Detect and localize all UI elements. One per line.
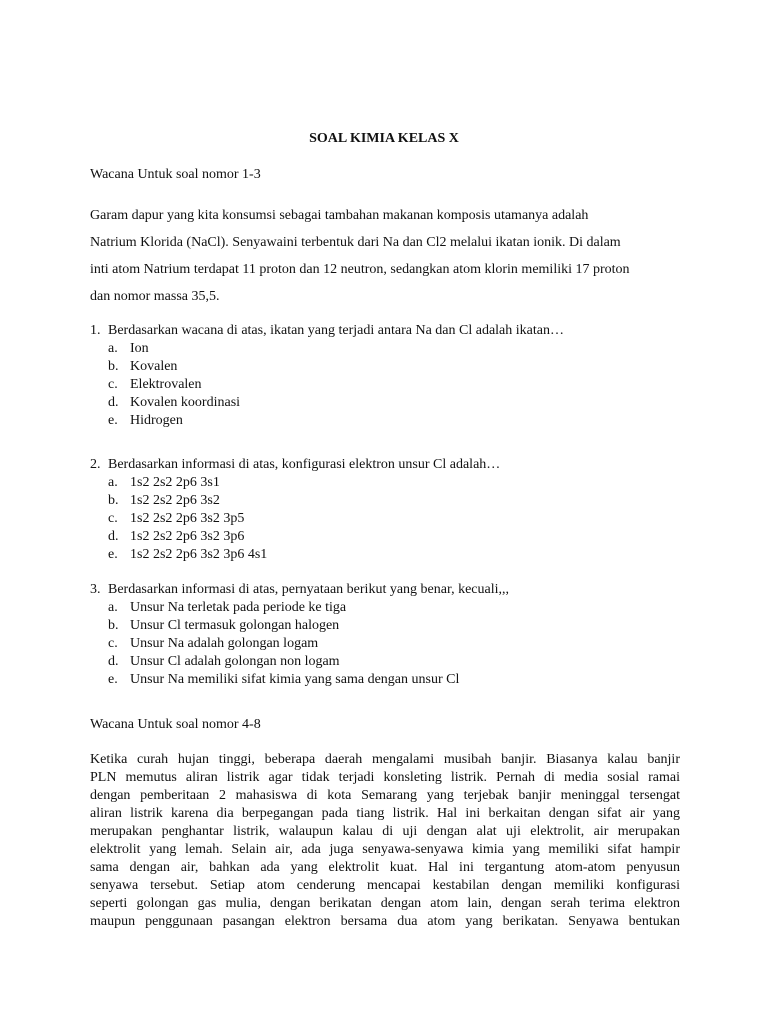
paragraph-line: dengan pemberitaan 2 mahasiswa di kota Semarang yang terjebak banjir meninggal tersengat <box>90 788 680 803</box>
option-b <box>90 617 690 635</box>
option-a <box>90 340 690 358</box>
question-2 <box>90 456 690 564</box>
paragraph-line: inti atom Natrium terdapat 11 proton dan 12 neutron, sedangkan atom klorin memiliki 17 proton <box>90 262 630 277</box>
option-letter: b. <box>108 493 119 508</box>
wacana-1-heading: Wacana Untuk soal nomor 1-3 <box>90 167 261 182</box>
option-letter: a. <box>108 600 118 615</box>
option-text: Unsur Cl adalah golongan non logam <box>130 654 340 669</box>
option-text: 1s2 2s2 2p6 3s2 3p5 <box>130 511 245 526</box>
option-list <box>90 599 690 689</box>
option-text: Unsur Na adalah golongan logam <box>130 636 319 651</box>
paragraph-line: senyawa tersebut. Setiap atom cenderung mencapai kestabilan dengan memiliki konfigurasi <box>90 878 680 893</box>
wacana-2-paragraph <box>90 751 680 931</box>
question-text: Berdasarkan informasi di atas, pernyataan berikut yang benar, kecuali,,, <box>108 582 510 597</box>
question-stem <box>90 322 690 340</box>
option-letter: b. <box>108 618 119 633</box>
paragraph-line: Ketika curah hujan tinggi, beberapa daerah mengalami musibah banjir. Biasanya kalau banjir <box>90 752 680 767</box>
option-text: 1s2 2s2 2p6 3s2 3p6 4s1 <box>130 547 268 562</box>
option-text: Kovalen koordinasi <box>130 395 241 410</box>
page-title: SOAL KIMIA KELAS X <box>309 131 459 146</box>
option-letter: d. <box>108 529 119 544</box>
paragraph-line: Natrium Klorida (NaCl). Senyawaini terbentuk dari Na dan Cl2 melalui ikatan ionik. Di dalam <box>90 235 621 250</box>
option-d <box>90 528 690 546</box>
option-text: Unsur Na memiliki sifat kimia yang sama dengan unsur Cl <box>130 672 460 687</box>
paragraph-line: dan nomor massa 35,5. <box>90 289 220 304</box>
option-letter: e. <box>108 413 118 428</box>
wacana-1-paragraph <box>90 202 690 310</box>
option-text: Ion <box>130 341 149 356</box>
option-letter: a. <box>108 341 118 356</box>
option-a <box>90 474 690 492</box>
option-b <box>90 492 690 510</box>
option-text: Hidrogen <box>130 413 183 428</box>
option-text: Unsur Na terletak pada periode ke tiga <box>130 600 347 615</box>
question-1 <box>90 322 690 430</box>
option-list <box>90 340 690 430</box>
option-letter: e. <box>108 547 118 562</box>
question-number: 1. <box>90 323 101 338</box>
option-letter: d. <box>108 654 119 669</box>
paragraph-line: elektrolit yang lemah. Selain air, ada juga senyawa-senyawa kimia yang memiliki sifat hampir <box>90 842 680 857</box>
option-a <box>90 599 690 617</box>
option-c <box>90 376 690 394</box>
paragraph-line: Garam dapur yang kita konsumsi sebagai tambahan makanan komposis utamanya adalah <box>90 208 589 223</box>
question-text: Berdasarkan wacana di atas, ikatan yang terjadi antara Na dan Cl adalah ikatan… <box>108 323 564 338</box>
option-letter: c. <box>108 511 118 526</box>
question-number: 3. <box>90 582 101 597</box>
option-d <box>90 394 690 412</box>
option-text: 1s2 2s2 2p6 3s1 <box>130 475 220 490</box>
paragraph-line: PLN memutus aliran listrik agar tidak terjadi konsleting listrik. Pernah di media sosial ramai <box>90 770 680 785</box>
option-b <box>90 358 690 376</box>
paragraph-line: seperti golongan gas mulia, dengan berikatan dengan atom lain, dengan serah terima elektron <box>90 896 680 911</box>
option-c <box>90 635 690 653</box>
option-text: 1s2 2s2 2p6 3s2 <box>130 493 220 508</box>
wacana-2-heading: Wacana Untuk soal nomor 4-8 <box>90 717 261 732</box>
option-letter: c. <box>108 377 118 392</box>
question-3 <box>90 581 690 689</box>
option-text: Kovalen <box>130 359 178 374</box>
paragraph-line: maupun penggunaan pasangan elektron bersama dua atom yang berikatan. Senyawa bentukan <box>90 914 680 929</box>
option-text: 1s2 2s2 2p6 3s2 3p6 <box>130 529 245 544</box>
option-text: Elektrovalen <box>130 377 202 392</box>
option-letter: c. <box>108 636 118 651</box>
question-text: Berdasarkan informasi di atas, konfigurasi elektron unsur Cl adalah… <box>108 457 501 472</box>
paragraph-line: sama dengan air, bahkan ada yang elektrolit kuat. Hal ini tergantung atom-atom penyusun <box>90 860 680 875</box>
paragraph-line: aliran listrik karena dia berpegangan pada tiang listrik. Hal ini berkaitan dengan sifat air yang <box>90 806 680 821</box>
option-list <box>90 474 690 564</box>
option-e <box>90 546 690 564</box>
option-letter: d. <box>108 395 119 410</box>
option-letter: e. <box>108 672 118 687</box>
option-letter: b. <box>108 359 119 374</box>
paragraph-line: merupakan penghantar listrik, walaupun kalau di uji dengan alat uji elektrolit, air merupakan <box>90 824 680 839</box>
question-stem <box>90 581 690 599</box>
option-c <box>90 510 690 528</box>
option-letter: a. <box>108 475 118 490</box>
option-text: Unsur Cl termasuk golongan halogen <box>130 618 340 633</box>
option-e <box>90 412 690 430</box>
option-d <box>90 653 690 671</box>
question-stem <box>90 456 690 474</box>
question-number: 2. <box>90 457 101 472</box>
option-e <box>90 671 690 689</box>
